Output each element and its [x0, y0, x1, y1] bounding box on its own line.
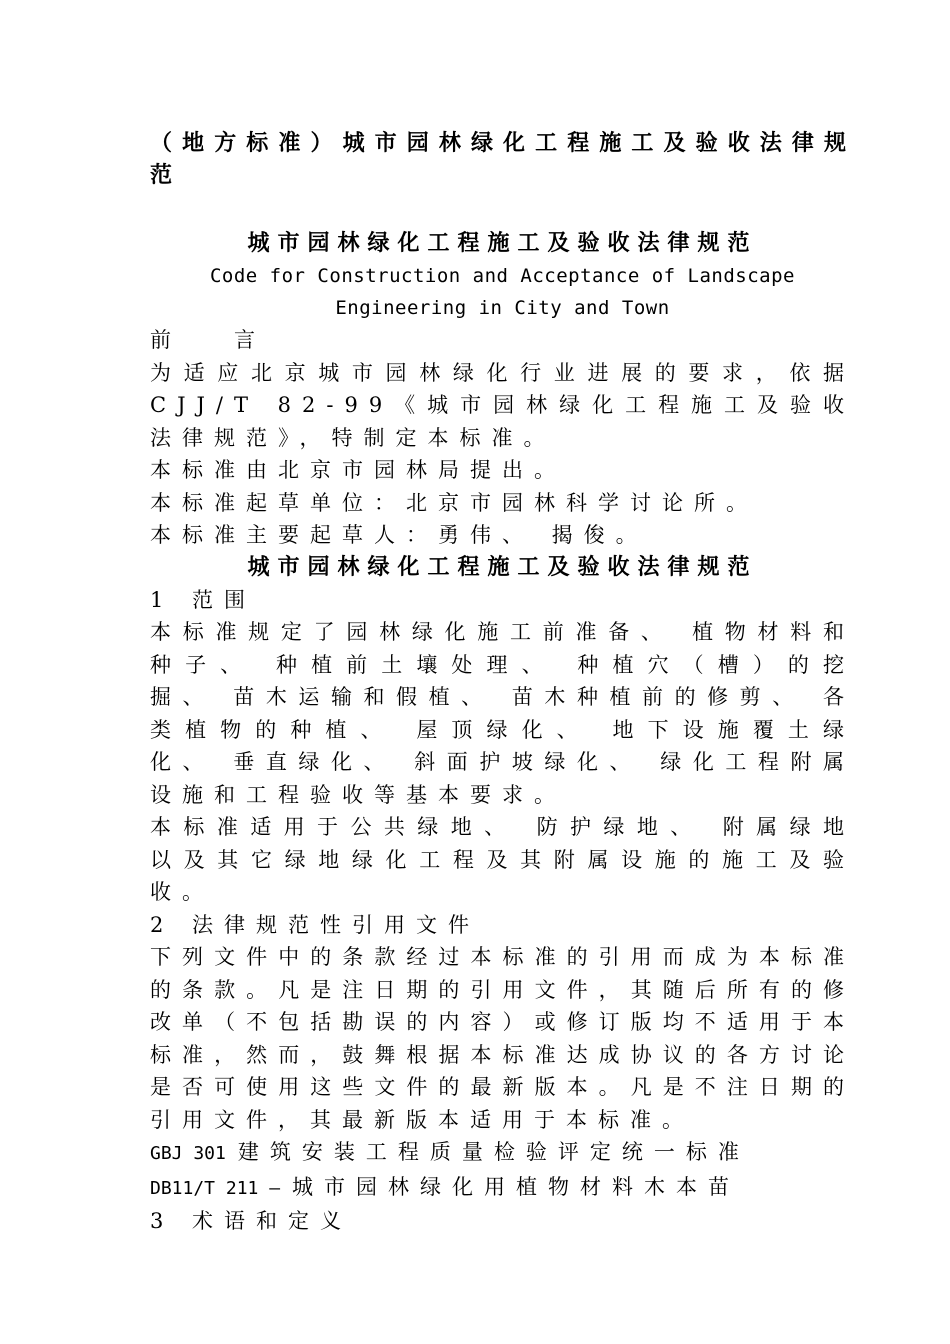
normative-heading: 2 法律规范性引用文件	[150, 912, 481, 937]
reference-code: GBJ 301	[150, 1143, 226, 1164]
proposer-line: 本标准由北京市园林局提出。	[150, 458, 566, 482]
document-page	[150, 128, 855, 1238]
reference-title: 建筑安装工程质量检验评定统一标准	[237, 1140, 750, 1164]
scope-paragraph-2: 本标准适用于公共绿地、 防护绿地、 附属绿地以及其它绿地绿化工程及其附属设施的施工及验收。	[150, 815, 855, 904]
preface-heading-part-2: 言	[234, 328, 266, 352]
preface-paragraph: 为适应北京城市园林绿化行业进展的要求，依据CJJ/T 82-99《城市园林绿化工程施工及验收法律规范》，特制定本标准。	[150, 360, 855, 450]
reference-code: DB11/T 211 —	[150, 1177, 281, 1199]
scope-heading: 1 范围	[150, 587, 257, 612]
document-header-title: （地方标准）城市园林绿化工程施工及验收法律规范	[150, 131, 855, 188]
preface-heading	[150, 324, 855, 357]
reference-item	[150, 1136, 855, 1171]
normative-paragraph: 下列文件中的条款经过本标准的引用而成为本标准的条款。凡是注日期的引用文件，其随后所有的修改单（不包括勘误的内容）或修订版均不适用于本标准，然而，鼓舞根据本标准达成协议的各方讨论是否可使用这些文件的最新版本。凡是不注日期的引用文件，其最新版本适用于本标准。	[150, 945, 855, 1132]
terms-heading: 3 术语和定义	[150, 1209, 353, 1233]
drafters-line: 本标准主要起草人：勇伟、 揭俊。	[150, 523, 648, 547]
reference-title: 城市园林绿化用植物材料木本苗	[292, 1174, 741, 1199]
section-title: 城市园林绿化工程施工及验收法律规范	[247, 554, 758, 580]
english-title: Code for Construction and Acceptance of Landscape Engineering in City and Town	[209, 265, 795, 319]
drafting-unit-line: 本标准起草单位：北京市园林科学讨论所。	[150, 490, 758, 515]
main-title: 城市园林绿化工程施工及验收法律规范	[247, 231, 758, 256]
title-spacer	[150, 192, 855, 228]
preface-heading-part-1: 前	[150, 328, 182, 352]
scope-paragraph-1: 本标准规定了园林绿化施工前准备、 植物材料和种子、 种植前土壤处理、 种植穴（槽）的挖掘、 苗木运输和假植、 苗木种植前的修剪、 各类植物的种植、 屋顶绿化、 地下设施覆土绿化、 垂直绿化、 斜面护坡绿化、 绿化工程附属设施和工程验收等基本要求。	[150, 620, 855, 807]
reference-item	[150, 1171, 855, 1206]
